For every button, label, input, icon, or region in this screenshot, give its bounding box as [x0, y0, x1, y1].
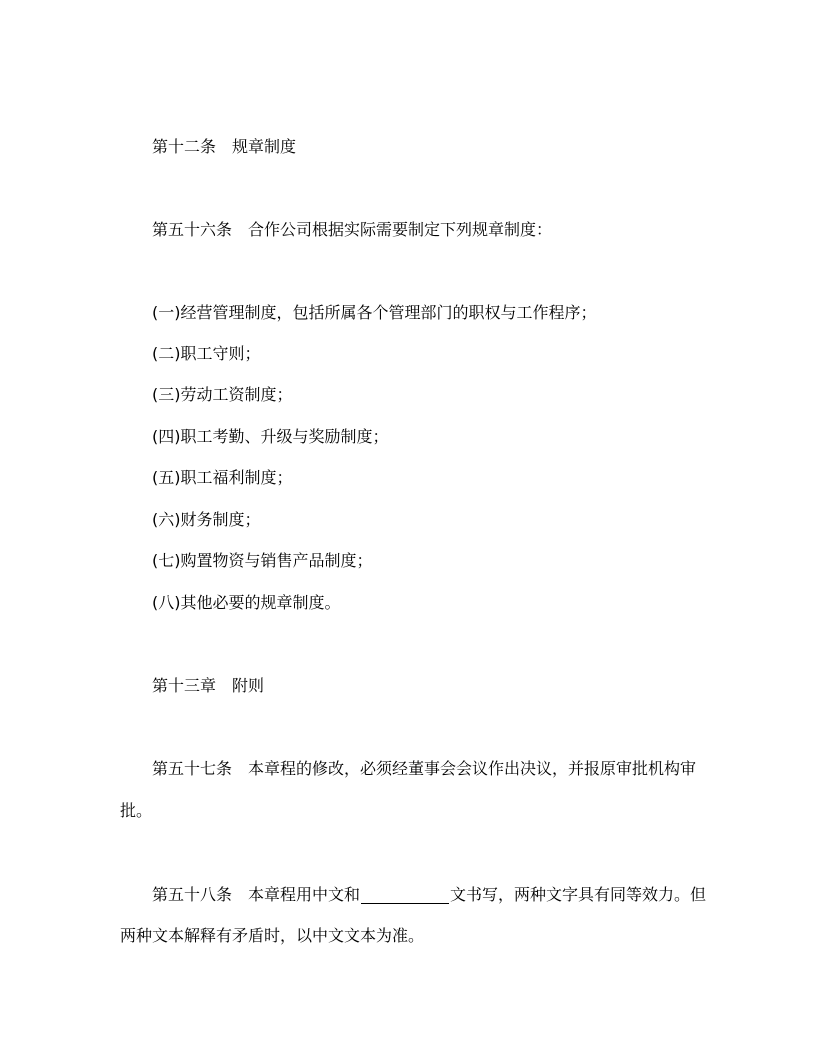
regulation-item-4: (四)职工考勤、升级与奖励制度； — [152, 427, 389, 446]
chapter-13-number: 第十三章 — [152, 676, 217, 695]
article-58-text-before-blank: 本章程用中文和 — [248, 885, 361, 904]
regulation-item-1: (一)经营管理制度，包括所属各个管理部门的职权与工作程序； — [152, 303, 597, 322]
chapter-12-title: 规章制度 — [232, 137, 297, 156]
article-58-line-2: 两种文本解释有矛盾时，以中文文本为准。 — [120, 926, 425, 945]
regulation-item-2: (二)职工守则； — [152, 344, 261, 363]
regulation-item-8: (八)其他必要的规章制度。 — [152, 593, 341, 612]
chapter-12-number: 第十二条 — [152, 137, 217, 156]
article-57-line-1 — [152, 758, 696, 780]
article-58-text-after-blank: 文书写，两种文字具有同等效力。但 — [450, 885, 707, 904]
regulation-item-3: (三)劳动工资制度； — [152, 385, 293, 404]
article-57-line-2: 批。 — [120, 801, 153, 820]
article-57-text: 本章程的修改，必须经董事会会议作出决议，并报原审批机构审 — [248, 759, 697, 778]
article-58-line-1 — [152, 883, 707, 906]
regulation-item-6: (六)财务制度； — [152, 510, 261, 529]
article-58-number: 第五十八条 — [152, 885, 233, 904]
regulation-item-7: (七)购置物资与销售产品制度； — [152, 551, 373, 570]
article-57-number: 第五十七条 — [152, 759, 233, 778]
chapter-12-heading — [152, 136, 696, 158]
article-56-number: 第五十六条 — [152, 220, 233, 239]
article-56-text: 合作公司根据实际需要制定下列规章制度： — [248, 220, 553, 239]
language-blank-field — [361, 883, 449, 904]
chapter-13-title: 附则 — [232, 676, 265, 695]
regulation-item-5: (五)职工福利制度； — [152, 468, 293, 487]
article-56 — [152, 219, 696, 241]
chapter-13-heading — [152, 675, 696, 697]
